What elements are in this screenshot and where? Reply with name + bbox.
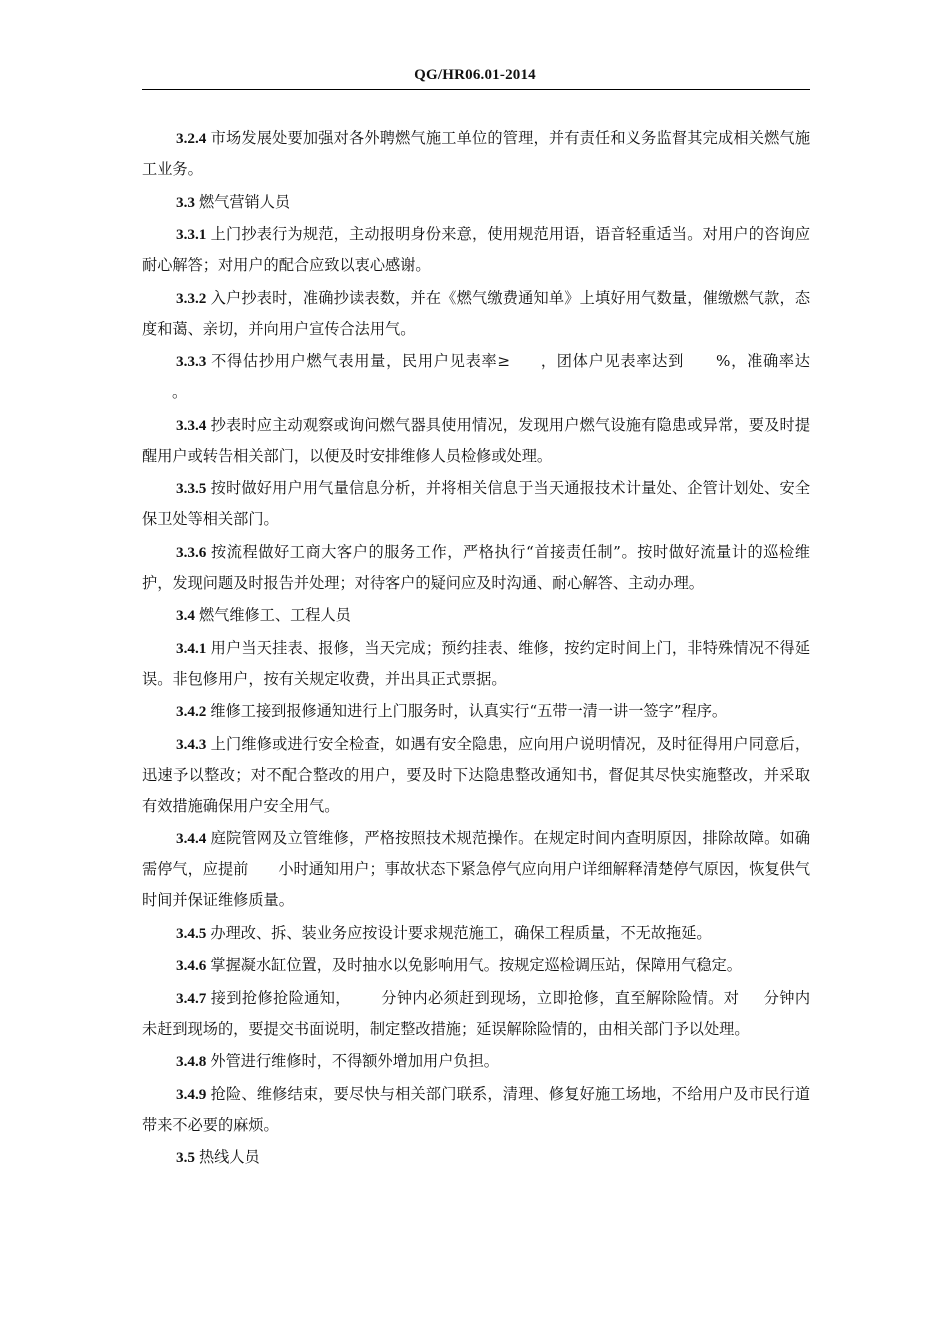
clause-text: 用户当天挂表、报修，当天完成；预约挂表、维修，按约定时间上门，非特殊情况不得延误。非包修用户，按有关规定收费，并出具正式票据。 (142, 638, 810, 688)
clause-number: 3.3.3 (176, 353, 207, 370)
clause-number: 3.3.2 (176, 289, 207, 307)
section-3-4 (142, 600, 810, 631)
clause-number: 3.3.4 (176, 416, 207, 434)
header-divider (142, 89, 810, 90)
clause-text: 抄表时应主动观察或询问燃气器具使用情况，发现用户燃气设施有隐患或异常，要及时提醒用户或转告相关部门，以便及时安排维修人员检修或处理。 (142, 415, 810, 465)
clause-number: 3.4.1 (176, 639, 207, 657)
clause-number: 3.4.5 (176, 924, 207, 942)
clause-number: 3.4.9 (176, 1085, 207, 1103)
clause-text: 小时通知用户；事故状态下紧急停气应向用户详细解释清楚停气原因，恢复供气时间并保证维修质量。 (142, 860, 811, 909)
section-title: 燃气营销人员 (198, 192, 291, 211)
clause-number: 3.4.7 (176, 989, 207, 1007)
clause-3-4-8 (142, 1046, 810, 1077)
clause-3-3-2 (142, 283, 810, 345)
document-code: QG/HR06.01-2014 (414, 67, 536, 83)
clause-number: 3.3.5 (176, 480, 207, 497)
clause-3-3-4 (142, 410, 810, 472)
clause-text: 市场发展处要加强对各外聘燃气施工单位的管理，并有责任和义务监督其完成相关燃气施工业务。 (142, 129, 810, 178)
clause-text: 上门抄表行为规范，主动报明身份来意，使用规范用语，语音轻重适当。对用户的咨询应耐心解答；对用户的配合应致以衷心感谢。 (142, 225, 810, 274)
clause-3-4-7 (142, 983, 810, 1045)
clause-3-4-5 (142, 918, 810, 949)
clause-text: 按时做好用户用气量信息分析，并将相关信息于当天通报技术计量处、企管计划处、安全保卫处等相关部门。 (142, 479, 810, 528)
clause-3-3-6 (142, 537, 810, 599)
clause-number: 3.4.4 (176, 830, 207, 847)
clause-number: 3.3.1 (176, 226, 207, 243)
clause-number: 3.4.2 (176, 703, 207, 720)
clause-3-2-4 (142, 123, 810, 185)
clause-text: 抢险、维修结束，要尽快与相关部门联系，清理、修复好施工场地，不给用户及市民行道带来不必要的麻烦。 (142, 1084, 810, 1134)
section-title: 燃气维修工、工程人员 (198, 606, 351, 624)
clause-3-4-4 (142, 823, 810, 916)
section-number: 3.3 (176, 193, 195, 211)
clause-3-3-5 (142, 473, 810, 535)
clause-number: 3.4.8 (176, 1053, 207, 1070)
clause-text: 上门维修或进行安全检查，如遇有安全隐患，应向用户说明情况，及时征得用户同意后，迅速予以整改；对不配合整改的用户，要及时下达隐患整改通知书，督促其尽快实施整改，并采取有效措施确保用户安全用气。 (142, 734, 810, 815)
clause-text: 。 (172, 383, 188, 401)
clause-3-4-3 (142, 729, 810, 822)
clause-text: 不得估抄用户燃气表用量，民用户见表率≥ (210, 352, 511, 370)
section-3-3 (142, 187, 810, 218)
clause-3-4-1 (142, 633, 810, 695)
clause-3-4-2 (142, 696, 810, 727)
section-3-5 (142, 1142, 810, 1173)
document-body (142, 123, 810, 1175)
clause-text: 按流程做好工商大客户的服务工作，严格执行“首接责任制”。按时做好流量计的巡检维护，发现问题及时报告并处理；对待客户的疑问应及时沟通、耐心解答、主动办理。 (142, 542, 810, 592)
clause-3-4-9 (142, 1079, 810, 1141)
clause-text: ，团体户见表率达到 (540, 352, 685, 370)
clause-text: 入户抄表时，准确抄读表数，并在《燃气缴费通知单》上填好用气数量，催缴燃气款，态度和蔼、亲切，并向用户宣传合法用气。 (142, 288, 810, 338)
section-number: 3.4 (176, 607, 195, 624)
clause-number: 3.3.6 (176, 543, 207, 561)
clause-text: 维修工接到报修通知进行上门服务时，认真实行“五带一清一讲一签字”程序。 (210, 702, 728, 720)
section-title: 热线人员 (198, 1148, 260, 1166)
clause-text: 办理改、拆、装业务应按设计要求规范施工，确保工程质量，不无故拖延。 (210, 923, 712, 942)
clause-text: 庭院管网及立管维修，严格按照技术规范操作。在规定时间内查明原因，排除故障。如确需停气，应提前 (142, 829, 810, 878)
clause-text: 外管进行维修时，不得额外增加用户负担。 (210, 1052, 499, 1070)
clause-text: %，准确率达 (716, 352, 810, 370)
clause-number: 3.4.3 (176, 735, 207, 753)
clause-text: 接到抢修抢险通知， (210, 988, 351, 1007)
section-number: 3.5 (176, 1149, 195, 1166)
clause-number: 3.4.6 (176, 957, 207, 974)
clause-text: 掌握凝水缸位置，及时抽水以免影响用气。按规定巡检调压站，保障用气稳定。 (210, 956, 742, 974)
clause-text: 分钟内未赶到现场的，要提交书面说明，制定整改措施；延误解除险情的，由相关部门予以处理。 (142, 988, 811, 1038)
clause-text: 分钟内必须赶到现场，立即抢修，直至解除险情。对 (380, 988, 740, 1007)
clause-number: 3.2.4 (176, 130, 207, 147)
clause-3-4-6 (142, 950, 810, 981)
clause-3-3-1 (142, 219, 810, 281)
clause-3-3-3 (142, 346, 810, 408)
